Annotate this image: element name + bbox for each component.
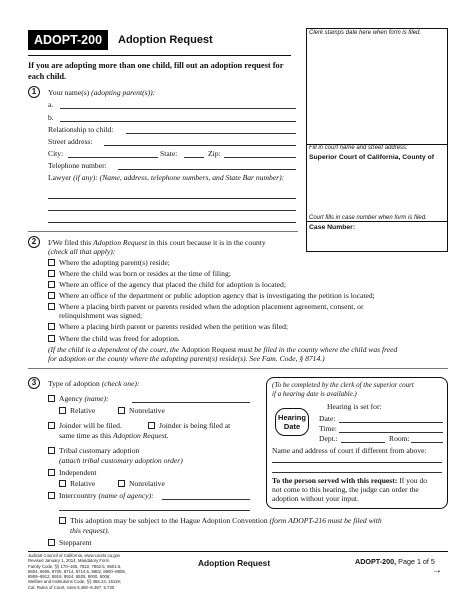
agency-checkbox[interactable]: [48, 395, 55, 402]
relationship-label: Relationship to child:: [48, 125, 114, 134]
hearing-address-field-2[interactable]: [272, 472, 442, 473]
hearing-room-field[interactable]: [411, 442, 443, 443]
agency-relative-option[interactable]: [59, 406, 95, 415]
s2-lead-4: (check all that apply):: [48, 247, 116, 256]
footer-codes-5: Cal. Rules of Court, rules 5.480–5.487, 5.730: [28, 584, 115, 590]
city-label: City:: [48, 149, 64, 158]
footer-page-info: [355, 557, 435, 566]
name-b-field[interactable]: [60, 121, 296, 122]
lawyer-label-note: (if any): (Name, address, telephone numbers, and State Bar number):: [73, 173, 285, 182]
independent-option[interactable]: [48, 468, 97, 477]
venue-checkbox-2[interactable]: [48, 270, 55, 277]
lawyer-label-row: [48, 173, 284, 182]
section-2-rule: [28, 368, 448, 369]
zip-field[interactable]: [224, 157, 296, 158]
tribal-option[interactable]: [48, 446, 139, 455]
court-name-label: Superior Court of California, County of: [309, 154, 434, 161]
stepparent-option[interactable]: [48, 538, 91, 547]
agency-label: Agency: [59, 394, 83, 403]
venue-option-3-label: Where an office of the agency that placed the child for adoption is located;: [59, 280, 286, 289]
venue-option-6-label: Where a placing birth parent or parents resided when the petition was filed;: [59, 322, 288, 331]
hearing-address-field-1[interactable]: [272, 462, 442, 463]
section-3-number: 3: [28, 377, 40, 389]
form-id: ADOPT-200: [33, 33, 103, 47]
venue-checkbox-1[interactable]: [48, 259, 55, 266]
hague-label-1b: (form ADOPT-216 must be filed with: [269, 516, 382, 525]
hearing-badge-line-2: Date: [283, 422, 301, 431]
joinder-late-label-2b: Adoption Request.: [113, 431, 169, 440]
venue-option-5-continued: relinquishment was signed;: [59, 311, 143, 320]
intercountry-agency-field-2[interactable]: [59, 510, 250, 511]
s2-lead-3: in this court because it is in the county: [148, 238, 266, 247]
footer-revised: Revised January 1, 2014, Mandatory Form: [28, 558, 110, 564]
zip-label: Zip:: [208, 149, 221, 158]
name-a-label: a.: [48, 100, 54, 109]
intercountry-option[interactable]: [48, 491, 154, 500]
venue-option-3[interactable]: [48, 280, 286, 289]
street-label: Street address:: [48, 137, 93, 146]
independent-nonrelative-checkbox[interactable]: [118, 480, 125, 487]
city-field[interactable]: [68, 157, 158, 158]
lawyer-field-1[interactable]: [48, 198, 296, 199]
hague-label-2: this request).: [70, 526, 110, 535]
hearing-date-label: Date:: [319, 414, 336, 423]
lawyer-label: Lawyer: [48, 173, 72, 182]
agency-relative-label: Relative: [70, 406, 96, 415]
intercountry-label: Intercountry: [59, 491, 97, 500]
s2-lead-2: Adoption Request: [93, 238, 147, 247]
adoption-type-row: [48, 379, 139, 388]
hague-checkbox[interactable]: [59, 517, 66, 524]
name-b-label: b.: [48, 113, 54, 122]
independent-relative-option[interactable]: [59, 479, 95, 488]
clerk-panel: [306, 28, 448, 252]
footer-title: Adoption Request: [198, 558, 271, 568]
s2-lead-1: I/We filed this: [48, 238, 92, 247]
adoption-type-note: (check one):: [101, 379, 140, 388]
names-label: Your name(s): [48, 88, 90, 97]
agency-label-note: (name):: [84, 394, 109, 403]
venue-option-4-label: Where an office of the department or public adoption agency that is investigating the petition is located;: [59, 291, 375, 300]
court-note: Fill in court name and street address:: [309, 145, 408, 151]
venue-checkbox-6[interactable]: [48, 323, 55, 330]
section-2-number: 2: [28, 236, 40, 248]
venue-note-1b: Adoption Request: [181, 345, 237, 354]
footer-citations: [28, 553, 126, 590]
intercountry-agency-field-1[interactable]: [162, 499, 250, 500]
joinder-late-option[interactable]: [148, 421, 230, 430]
header-rule: [28, 55, 291, 56]
venue-option-5[interactable]: [48, 302, 363, 311]
hague-option[interactable]: [59, 516, 382, 525]
independent-label: Independent: [59, 468, 97, 477]
hearing-time-field[interactable]: [339, 432, 443, 433]
phone-label: Telephone number:: [48, 161, 107, 170]
lawyer-field-2[interactable]: [48, 210, 296, 211]
venue-checkbox-4[interactable]: [48, 292, 55, 299]
footer-page-number: Page 1 of 5: [398, 557, 435, 566]
hearing-served-line-2: not come to this hearing, the judge can order the: [272, 485, 419, 494]
names-label-note: (adopting parent(s)):: [91, 88, 156, 97]
intercountry-checkbox[interactable]: [48, 492, 55, 499]
venue-checkbox-5[interactable]: [48, 303, 55, 310]
joinder-late-label-2a: same time as this: [59, 431, 112, 440]
venue-option-4[interactable]: [48, 291, 375, 300]
venue-option-5-label: Where a placing birth parent or parents resided when the adoption placement agreement, consent, or: [59, 302, 364, 311]
case-note: Court fills in case number when form is filed.: [309, 215, 427, 221]
section-1-number: 1: [28, 86, 40, 98]
hearing-box: [266, 377, 448, 509]
hearing-note-2: if a hearing date is available.): [272, 390, 357, 398]
section-1-rule: [28, 231, 298, 232]
venue-option-7-label: Where the child was freed for adoption.: [59, 334, 180, 343]
footer-form-id: ADOPT-200,: [355, 557, 397, 566]
venue-note-1c: must be filed in the county where the child was freed: [238, 345, 398, 354]
hearing-date-badge: [275, 408, 309, 436]
intro-text: If you are adopting more than one child, fill out an adoption request for each child.: [28, 61, 284, 81]
hearing-served-line-1: [272, 476, 427, 485]
adoption-type-label: Type of adoption: [48, 379, 100, 388]
clerk-stamp-note: Clerk stamps date here when form is filed.: [309, 30, 422, 36]
joinder-filed-label: Joinder will be filed.: [59, 421, 122, 430]
hearing-set-for: Hearing is set for:: [327, 402, 382, 411]
agency-option[interactable]: [48, 394, 109, 403]
hearing-dept-label: Dept.:: [319, 434, 338, 443]
joinder-filed-checkbox[interactable]: [48, 422, 55, 429]
venue-note-line-1: [48, 345, 397, 354]
joinder-late-label-1: Joinder is being filed at: [159, 421, 231, 430]
independent-relative-label: Relative: [70, 479, 96, 488]
form-id-badge: [28, 30, 108, 50]
case-divider: [307, 221, 447, 222]
hearing-served-rest-1: If you do: [399, 476, 428, 485]
independent-nonrelative-label: Nonrelative: [129, 479, 165, 488]
stepparent-label: Stepparent: [59, 538, 92, 547]
joinder-filed-option[interactable]: [48, 421, 122, 430]
venue-checkbox-7[interactable]: [48, 335, 55, 342]
venue-option-6[interactable]: [48, 322, 288, 331]
footer-codes-1: Family Code, §§ 170–185, 7822, 7862.5, 8601.5,: [28, 563, 122, 569]
case-number-label: Case Number:: [309, 224, 356, 231]
hague-label-1a: This adoption may be subject to the Hague Adoption Convention: [70, 516, 268, 525]
lawyer-field-3[interactable]: [48, 222, 296, 223]
name-a-field[interactable]: [60, 108, 296, 109]
hearing-dept-field[interactable]: [341, 442, 385, 443]
footer-codes-2: 8604, 8606, 8700, 8714, 8714.5, 8802, 8900–8905,: [28, 568, 126, 574]
relationship-field[interactable]: [126, 133, 296, 134]
joinder-late-checkbox[interactable]: [148, 422, 155, 429]
tribal-note: (attach tribal customary adoption order): [59, 456, 183, 465]
venue-option-1-label: Where the adopting parent(s) reside;: [59, 258, 170, 267]
street-field[interactable]: [104, 145, 296, 146]
form-title: Adoption Request: [118, 34, 213, 46]
venue-option-1[interactable]: [48, 258, 170, 267]
agency-nonrelative-label: Nonrelative: [129, 406, 165, 415]
independent-relative-checkbox[interactable]: [59, 480, 66, 487]
venue-checkbox-3[interactable]: [48, 281, 55, 288]
agency-relative-checkbox[interactable]: [59, 407, 66, 414]
hearing-date-field[interactable]: [339, 422, 443, 423]
joinder-late-line-2: [59, 431, 169, 440]
hearing-served-bold: To the person served with this request:: [272, 476, 398, 485]
agency-name-field[interactable]: [132, 402, 250, 403]
footer-codes-4: Welfare and Institutions Code, §§ 366.24, 16119;: [28, 579, 122, 585]
footer-codes-3: 8909–8912, 8919, 8924, 8925, 9000, 9006;: [28, 574, 111, 580]
venue-note-1a: (If the child is a dependent of the court, the: [48, 345, 180, 354]
s2-lead-row: [48, 238, 266, 247]
state-label: State:: [160, 149, 178, 158]
venue-option-2-label: Where the child was born or resides at the time of filing;: [59, 269, 231, 278]
venue-option-2[interactable]: [48, 269, 231, 278]
tribal-checkbox[interactable]: [48, 447, 55, 454]
venue-note-line-2: for adoption or the county where the adopting parent(s) reside(s). See Fam. Code, § 8714.): [48, 354, 325, 363]
case-number-field[interactable]: [307, 230, 447, 250]
court-name-field[interactable]: [307, 162, 447, 212]
next-page-arrow-icon[interactable]: →: [432, 565, 442, 576]
independent-checkbox[interactable]: [48, 469, 55, 476]
agency-nonrelative-option[interactable]: [118, 406, 165, 415]
independent-nonrelative-option[interactable]: [118, 479, 165, 488]
intercountry-label-note: (name of agency):: [98, 491, 154, 500]
hearing-time-label: Time:: [319, 424, 337, 433]
phone-field[interactable]: [118, 169, 296, 170]
footer-rule: [28, 551, 448, 552]
agency-nonrelative-checkbox[interactable]: [118, 407, 125, 414]
state-field[interactable]: [184, 157, 204, 158]
hearing-address-note: Name and address of court if different from above:: [272, 446, 427, 455]
tribal-label: Tribal customary adoption: [59, 446, 140, 455]
hearing-served-line-3: adoption without your input.: [272, 494, 359, 503]
names-label-row: [48, 88, 155, 97]
venue-option-7[interactable]: [48, 334, 180, 343]
hearing-note-1: (To be completed by the clerk of the superior court: [272, 381, 414, 389]
hearing-badge-line-1: Hearing: [278, 413, 306, 422]
hearing-room-label: Room:: [389, 434, 410, 443]
stepparent-checkbox[interactable]: [48, 539, 55, 546]
footer-council: Judicial Council of California, www.courts.ca.gov: [28, 553, 121, 558]
